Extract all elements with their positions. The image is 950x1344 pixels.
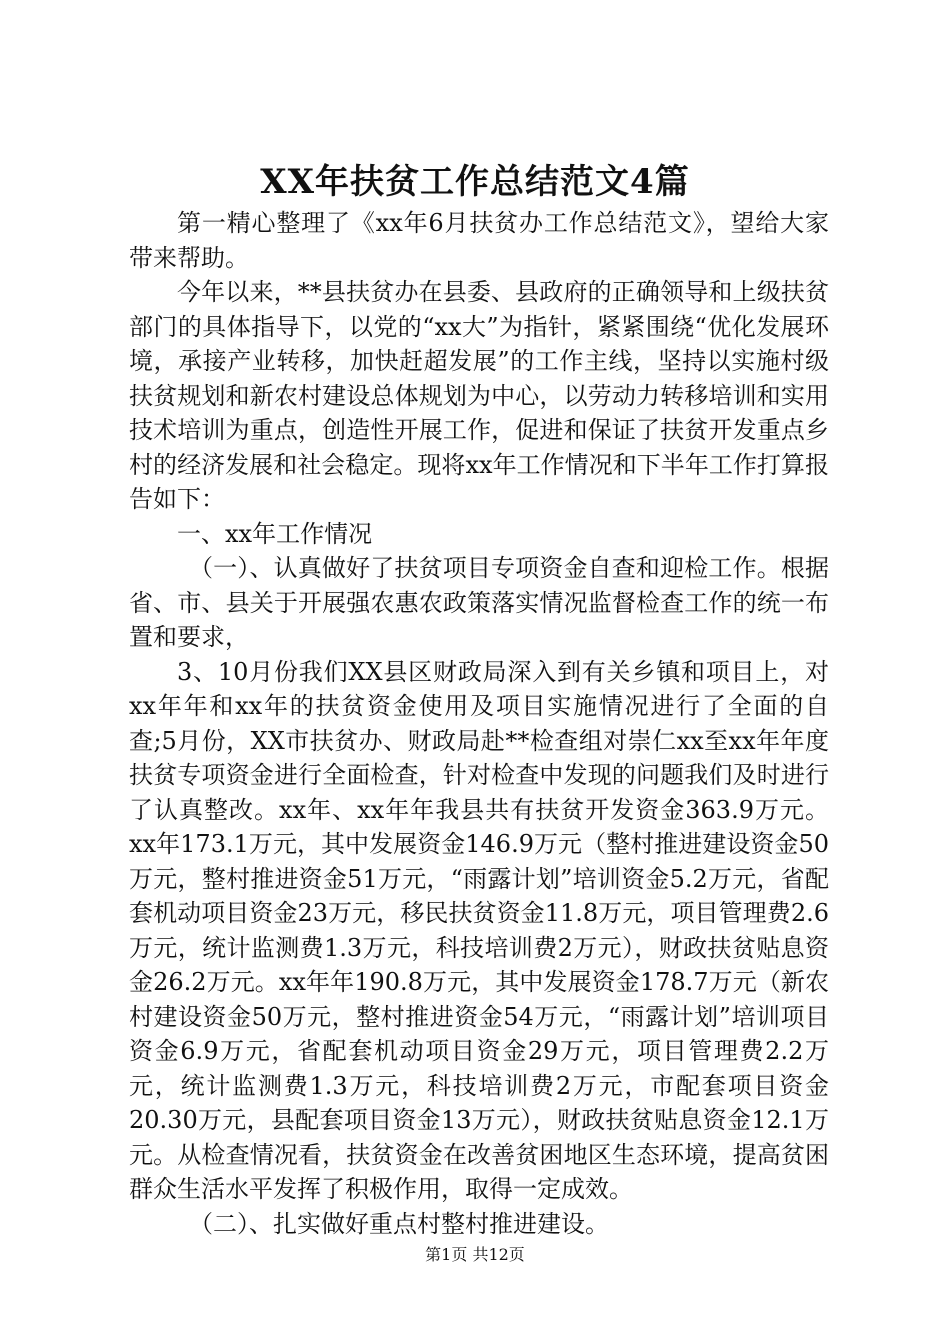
paragraph-subsection-1: （一）、认真做好了扶贫项目专项资金自查和迎检工作。根据省、市、县关于开展强农惠农政策落实情况监督检查工作的统一布置和要求， (129, 554, 829, 651)
document-title: XX年扶贫工作总结范文4篇 (260, 162, 690, 202)
paragraph-funding-details: 3、10月份我们XX县区财政局深入到有关乡镇和项目上，对xx年年和xx年的扶贫资金使用及项目实施情况进行了全面的自查;5月份，XX市扶贫办、财政局赴**检查组对崇仁xx至xx年年度扶贫专项资金进行全面检查，针对检查中发现的问题我们及时进行了认真整改。xx年、xx年年我县共有扶贫开发资金363.9万元。xx年173.1万元，其中发展资金146.9万元（整村推进建设资金50万元，整村推进资金51万元，“雨露计划”培训资金5.2万元，省配套机动项目资金23万元，移民扶贫资金11.8万元，项目管理费2.6万元，统计监测费1.3万元，科技培训费2万元），财政扶贫贴息资金26.2万元。xx年年190.8万元，其中发展资金178.7万元（新农村建设资金50万元，整村推进资金54万元，“雨露计划”培训项目资金6.9万元，省配套机动项目资金29万元，项目管理费2.2万元，统计监测费1.3万元，科技培训费2万元，市配套项目资金20.30万元，县配套项目资金13万元），财政扶贫贴息资金12.1万元。从检查情况看，扶贫资金在改善贫困地区生态环境，提高贫困群众生活水平发挥了积极作用，取得一定成效。 (129, 657, 829, 1203)
paragraph-overview: 今年以来，**县扶贫办在县委、县政府的正确领导和上级扶贫部门的具体指导下，以党的“xx大”为指针，紧紧围绕“优化发展环境，承接产业转移，加快赶超发展”的工作主线，坚持以实施村级扶贫规划和新农村建设总体规划为中心，以劳动力转移培训和实用技术培训为重点，创造性开展工作，促进和保证了扶贫开发重点乡村的经济发展和社会稳定。现将xx年工作情况和下半年工作打算报告如下： (129, 278, 829, 513)
paragraph-subsection-2: （二）、扎实做好重点村整村推进建设。 (189, 1209, 609, 1238)
section-heading-1: 一、xx年工作情况 (177, 519, 373, 548)
page-number-footer: 第1页 共12页 (425, 1245, 525, 1264)
document-body (129, 206, 829, 1241)
paragraph-intro: 第一精心整理了《xx年6月扶贫办工作总结范文》，望给大家带来帮助。 (129, 209, 829, 272)
